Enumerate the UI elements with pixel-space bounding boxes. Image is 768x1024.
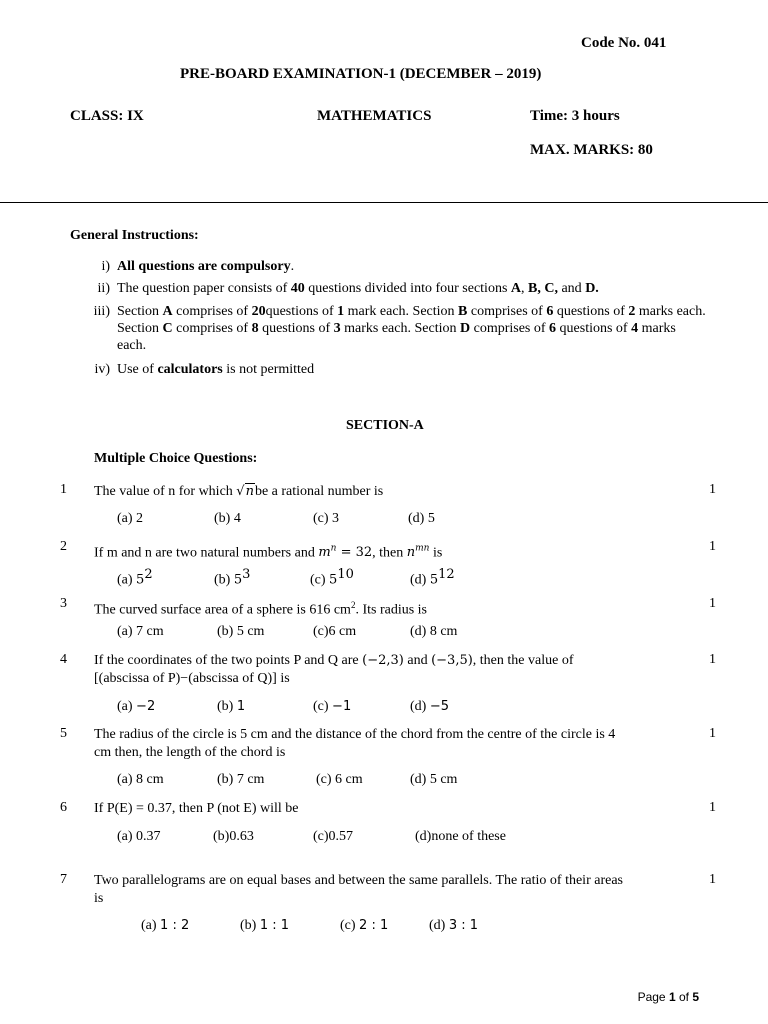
radicand: n [245, 484, 254, 499]
instruction-text-bold: 6 [546, 304, 554, 319]
instruction-text: comprises of [172, 304, 252, 319]
option-label: (d) [410, 572, 430, 588]
option-label: (c) [313, 699, 333, 714]
option-c: (c) 6 cm [316, 772, 363, 787]
question-text-part: and [403, 653, 432, 668]
option-b [217, 699, 245, 715]
question-number: 3 [60, 596, 67, 611]
question-number: 2 [60, 539, 67, 554]
option-c: (c)0.57 [313, 829, 354, 844]
option-base: 5 [329, 572, 338, 588]
option-b: (b)0.63 [213, 829, 254, 844]
question-number: 4 [60, 652, 67, 667]
option-exponent: 3 [242, 567, 251, 582]
question-marks: 1 [709, 596, 716, 611]
option-b [240, 918, 289, 934]
option-label: (a) [141, 918, 161, 933]
code-number: Code No. 041 [581, 35, 667, 51]
question-number: 5 [60, 726, 67, 741]
instruction-number: iv) [94, 362, 110, 377]
instruction-text-bold: 2 [628, 304, 636, 319]
option-a [117, 567, 153, 589]
option-label: (b) [214, 572, 234, 588]
option-c [340, 918, 388, 934]
instruction-text-bold: calculators [157, 362, 223, 377]
option-c: (c)6 cm [313, 624, 357, 639]
point-p: (−2,3) [362, 653, 404, 668]
option-a: (a) 7 cm [117, 624, 164, 639]
instruction-text: questions of [556, 321, 632, 336]
instruction-text: comprises of [172, 321, 252, 336]
option-exponent: 2 [144, 567, 153, 582]
option-d: (d) 5 cm [410, 772, 458, 787]
instruction-text-bold: 3 [333, 321, 341, 336]
instruction-text: is not permitted [222, 362, 315, 377]
instruction-text-bold: 40 [290, 281, 305, 296]
option-label: (b) [240, 918, 260, 933]
question-number: 7 [60, 872, 67, 887]
option-value: 2 : 1 [359, 918, 389, 933]
option-b: (b) 4 [214, 511, 241, 526]
option-c [313, 699, 351, 715]
option-label: (d) [410, 699, 430, 714]
class-label: CLASS: IX [70, 108, 144, 124]
option-d: (d)none of these [415, 829, 506, 844]
option-value: 1 : 1 [259, 918, 290, 933]
option-b: (b) 5 cm [217, 624, 265, 639]
question-text-part: The radius of the circle is 5 cm and the distance of the chord from the centre of the circle is 4 [94, 727, 616, 742]
question-text-part: Two parallelograms are on equal bases and between the same parallels. The ratio of their areas [94, 873, 623, 888]
question-text: If P(E) = 0.37, then P (not E) will be [94, 801, 299, 816]
question-text-part: If the coordinates of the two points P and Q are [94, 653, 363, 668]
page-of: of [675, 990, 693, 1004]
instruction-text: The question paper consists of [117, 281, 291, 296]
equation [318, 545, 372, 560]
option-value: −1 [332, 699, 352, 714]
superscript: 2 [350, 600, 356, 610]
eq-exponent: mn [415, 544, 430, 554]
instruction-text: questions of [553, 304, 629, 319]
page-label: Page [637, 990, 669, 1004]
instruction-text: comprises of [467, 304, 547, 319]
instruction-text-bold: D [459, 321, 471, 336]
question-marks: 1 [709, 482, 716, 497]
eq-base: m [318, 545, 331, 561]
instruction-text: , [521, 281, 529, 296]
instruction-text: Section [117, 304, 163, 319]
instruction-text: marks each. Section [340, 321, 460, 336]
option-label: (a) [117, 572, 137, 588]
instruction-text-bold: 6 [549, 321, 557, 336]
instruction-number: ii) [97, 281, 110, 296]
page-number [638, 990, 699, 1004]
instruction-text: marks each. [117, 321, 676, 353]
question-text [94, 872, 704, 908]
option-d [429, 918, 478, 934]
instruction-text-bold: 1 [337, 304, 345, 319]
section-title: SECTION-A [346, 418, 424, 433]
question-marks: 1 [709, 872, 716, 887]
option-base: 5 [233, 572, 243, 588]
instruction-text: Use of [117, 362, 158, 377]
section-subtitle: Multiple Choice Questions: [94, 451, 258, 466]
question-text-part: The curved surface area of a sphere is 616 cm [94, 602, 351, 618]
eq-rest: = 32 [336, 545, 373, 561]
option-exponent: 12 [438, 567, 455, 582]
question-text-part: , then the value of [472, 653, 574, 668]
question-text-part: cm then, the length of the chord is [94, 745, 286, 760]
option-value: 1 [236, 699, 246, 714]
option-label: (d) [429, 918, 449, 933]
time-label: Time: 3 hours [530, 108, 620, 124]
instruction-text-bold: B, C, [528, 281, 558, 296]
exam-title: PRE-BOARD EXAMINATION-1 (DECEMBER – 2019) [180, 66, 542, 82]
option-exponent: 10 [337, 567, 354, 582]
question-text [94, 540, 704, 562]
instruction-number: iii) [93, 304, 110, 319]
question-marks: 1 [709, 539, 716, 554]
instruction-text: marks each. Section [117, 304, 706, 336]
question-text-part: be a rational number is [254, 484, 384, 499]
total-pages: 5 [692, 990, 699, 1004]
eq-exponent: n [330, 544, 337, 554]
instruction-text-bold: B [458, 304, 468, 319]
instruction-text-bold: A [510, 281, 522, 296]
question-text [94, 652, 704, 688]
instruction-text: mark each. Section [344, 304, 459, 319]
instruction-text: . [290, 259, 295, 274]
instruction-text-bold: D. [585, 281, 599, 296]
sqrt-expression: √n [236, 484, 254, 499]
current-page: 1 [668, 990, 676, 1004]
instruction-text-bold: 20 [251, 304, 266, 319]
option-value: −2 [136, 699, 156, 714]
question-text-part: . Its radius is [355, 602, 427, 618]
question-text [94, 596, 704, 620]
option-a: (a) 8 cm [117, 772, 164, 787]
question-text-part: , then [372, 545, 407, 561]
eq-base: n [406, 545, 416, 561]
option-a: (a) 0.37 [117, 829, 161, 844]
option-a: (a) 2 [117, 511, 144, 526]
question-number: 6 [60, 800, 67, 815]
question-number: 1 [60, 482, 67, 497]
instruction-text-bold: C [162, 321, 173, 336]
equation [407, 545, 430, 560]
question-text-part: [(abscissa of P)−(abscissa of Q)] is [94, 671, 290, 686]
option-label: (b) [217, 699, 237, 714]
option-base: 5 [429, 572, 439, 588]
question-text [94, 726, 704, 762]
option-d: (d) 8 cm [410, 624, 458, 639]
option-label: (a) [117, 699, 137, 714]
instruction-text-bold: 4 [631, 321, 639, 336]
subject-label: MATHEMATICS [317, 108, 432, 124]
option-d [410, 567, 455, 589]
question-text-part: is [94, 891, 104, 906]
question-marks: 1 [709, 652, 716, 667]
option-value: 3 : 1 [448, 918, 479, 933]
option-b [214, 567, 250, 589]
option-d: (d) 5 [408, 511, 435, 526]
instruction-number: i) [101, 259, 110, 274]
option-value: 1 : 2 [160, 918, 190, 933]
instructions-heading: General Instructions: [70, 228, 199, 243]
question-text [94, 483, 704, 501]
option-base: 5 [136, 572, 145, 588]
option-label: (c) [310, 572, 330, 588]
question-marks: 1 [709, 800, 716, 815]
question-text-part: If m and n are two natural numbers and [94, 545, 319, 561]
option-c [310, 567, 354, 589]
instruction-text: comprises of [470, 321, 550, 336]
option-a [117, 699, 155, 715]
instruction-text: questions divided into four sections [304, 281, 511, 296]
question-marks: 1 [709, 726, 716, 741]
instruction-text: questions of [258, 321, 334, 336]
option-a [141, 918, 189, 934]
option-b: (b) 7 cm [217, 772, 265, 787]
question-text-part: The value of n for which [94, 484, 237, 499]
question-text-part: is [429, 545, 443, 561]
option-value: −5 [429, 699, 449, 714]
instruction-text-bold: 8 [251, 321, 259, 336]
point-q: (−3,5) [431, 653, 473, 668]
instruction-text: questions of [265, 304, 338, 319]
option-c: (c) 3 [313, 511, 340, 526]
instruction-text-bold: All questions are compulsory [117, 259, 291, 274]
header-divider [0, 202, 768, 203]
option-label: (c) [340, 918, 360, 933]
option-d [410, 699, 449, 715]
instruction-text: and [557, 281, 586, 296]
instruction-text-bold: A [162, 304, 173, 319]
max-marks-label: MAX. MARKS: 80 [530, 142, 653, 158]
